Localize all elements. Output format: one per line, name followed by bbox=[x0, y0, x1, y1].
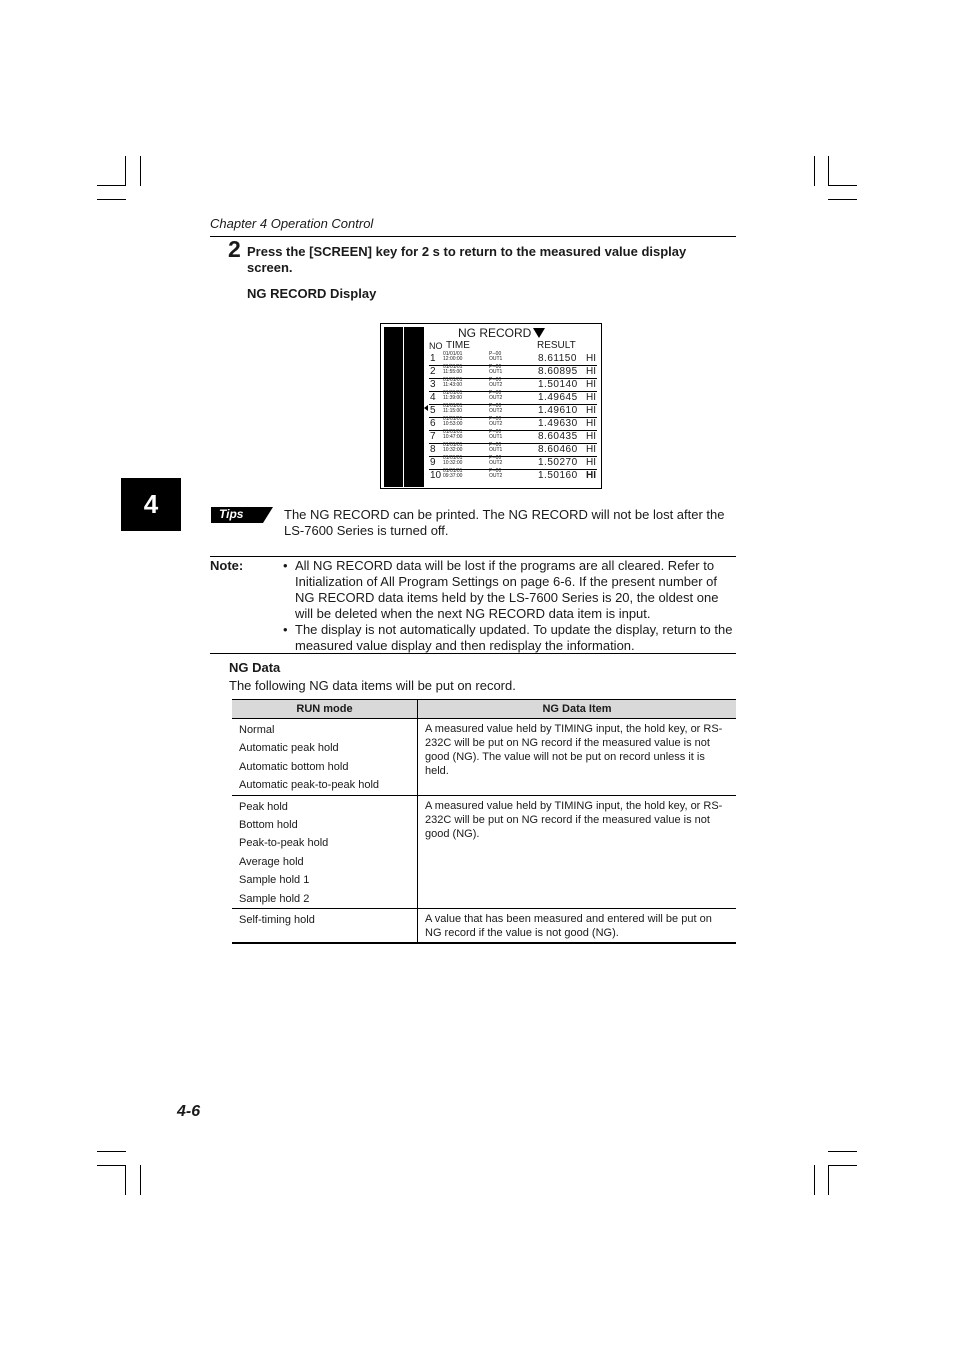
run-mode-cell bbox=[232, 719, 418, 796]
chapter-tab: 4 bbox=[121, 478, 181, 531]
table-header-row bbox=[232, 700, 736, 719]
record-program: P--00 bbox=[489, 416, 502, 422]
record-program: P--00 bbox=[489, 377, 502, 383]
crop-mark bbox=[125, 1165, 126, 1195]
run-mode: Automatic peak hold bbox=[239, 742, 339, 755]
step-instruction: Press the [SCREEN] key for 2 s to return to the measured value display screen. bbox=[247, 244, 687, 275]
record-date: 01/01/01 bbox=[443, 390, 463, 396]
record-date: 01/01/01 bbox=[443, 468, 463, 474]
record-time: 10:32:00 bbox=[443, 460, 463, 466]
record-value: 1.50270 bbox=[538, 457, 578, 468]
run-mode: Bottom hold bbox=[239, 818, 298, 831]
run-mode: Sample hold 1 bbox=[239, 874, 310, 887]
record-value: 8.60435 bbox=[538, 431, 578, 442]
crop-mark bbox=[125, 156, 126, 186]
tips-badge bbox=[211, 507, 273, 523]
record-no: 5 bbox=[430, 405, 436, 416]
record-flag: HI bbox=[586, 379, 596, 390]
record-program-output bbox=[489, 378, 502, 388]
crop-mark bbox=[828, 1165, 829, 1195]
record-time: 10:53:00 bbox=[443, 421, 463, 427]
record-flag: HI bbox=[586, 366, 596, 377]
record-no: 2 bbox=[430, 366, 436, 377]
record-output: OUT2 bbox=[489, 460, 503, 466]
record-output: OUT2 bbox=[489, 395, 503, 401]
record-program: P--00 bbox=[489, 364, 502, 370]
cursor-arrow-icon bbox=[424, 405, 428, 411]
record-time: 12:00:00 bbox=[443, 356, 463, 362]
record-output: OUT1 bbox=[489, 434, 503, 440]
record-date: 01/01/01 bbox=[443, 351, 463, 357]
record-datetime bbox=[443, 352, 462, 362]
screen-side-bar bbox=[384, 327, 424, 487]
crop-mark bbox=[814, 1165, 815, 1195]
screen-title bbox=[458, 326, 545, 340]
crop-mark bbox=[97, 185, 126, 186]
note-rule-top bbox=[210, 556, 736, 557]
record-date: 01/01/01 bbox=[443, 455, 463, 461]
record-no: 3 bbox=[430, 379, 436, 390]
down-arrow-icon bbox=[533, 328, 545, 338]
record-no: 4 bbox=[430, 392, 436, 403]
record-output: OUT1 bbox=[489, 369, 503, 375]
record-datetime bbox=[443, 391, 462, 401]
ng-data-table bbox=[232, 699, 736, 944]
crop-mark bbox=[828, 185, 857, 186]
record-no: 1 bbox=[430, 353, 436, 364]
crop-mark bbox=[828, 199, 857, 200]
crop-mark bbox=[140, 1165, 141, 1195]
col-header-run-mode: RUN mode bbox=[232, 700, 418, 719]
run-mode: Self-timing hold bbox=[239, 913, 315, 926]
record-value: 1.49645 bbox=[538, 392, 578, 403]
record-date: 01/01/01 bbox=[443, 429, 463, 435]
ng-data-item-cell: A measured value held by TIMING input, the hold key, or RS-232C will be put on NG record if the measured value is not good (NG). The value will not be put on record unless it is held. bbox=[418, 719, 737, 796]
record-datetime bbox=[443, 443, 462, 453]
crop-mark bbox=[97, 199, 126, 200]
record-flag: HI bbox=[586, 457, 596, 468]
record-value: 1.49610 bbox=[538, 405, 578, 416]
record-program: P--00 bbox=[489, 390, 502, 396]
crop-mark bbox=[140, 156, 141, 186]
col-result-header: RESULT bbox=[537, 340, 576, 351]
record-date: 01/01/01 bbox=[443, 442, 463, 448]
record-output: OUT2 bbox=[489, 421, 503, 427]
run-mode-cell bbox=[232, 908, 418, 943]
record-date: 01/01/01 bbox=[443, 364, 463, 370]
step-number: 2 bbox=[228, 236, 241, 262]
note-item: • The display is not automatically updated. To update the display, return to the measured value display and then redisplay the information. bbox=[283, 622, 735, 654]
tips-text: The NG RECORD can be printed. The NG RECORD will not be lost after the LS-7600 Series is turned off. bbox=[284, 507, 725, 538]
record-output: OUT2 bbox=[489, 382, 503, 388]
ng-data-title: NG Data bbox=[229, 660, 281, 675]
record-time: 11:43:00 bbox=[443, 382, 463, 388]
record-program: P--00 bbox=[489, 429, 502, 435]
record-output: OUT1 bbox=[489, 447, 503, 453]
record-program-output bbox=[489, 430, 502, 440]
note-label: Note: bbox=[210, 558, 244, 573]
record-program-output bbox=[489, 443, 502, 453]
note-rule-bottom bbox=[210, 653, 736, 654]
record-date: 01/01/01 bbox=[443, 416, 463, 422]
page-number: 4-6 bbox=[177, 1103, 201, 1120]
record-time: 10:32:00 bbox=[443, 447, 463, 453]
record-no: 8 bbox=[430, 444, 436, 455]
screen-title-text: NG RECORD bbox=[458, 326, 532, 340]
record-time: 09:37:00 bbox=[443, 473, 463, 479]
note-list bbox=[283, 558, 735, 654]
record-program: P--00 bbox=[489, 403, 502, 409]
record-program: P--00 bbox=[489, 455, 502, 461]
crop-mark bbox=[828, 156, 829, 186]
record-datetime bbox=[443, 404, 462, 414]
screen-divider bbox=[403, 327, 404, 487]
screen-record-row bbox=[429, 469, 597, 482]
col-time-header: TIME bbox=[446, 340, 470, 351]
ng-data-item-cell: A measured value held by TIMING input, the hold key, or RS-232C will be put on NG record if the measured value is not good (NG). bbox=[418, 795, 737, 908]
run-mode: Automatic peak-to-peak hold bbox=[239, 779, 380, 792]
run-mode-cell bbox=[232, 795, 418, 908]
record-no: 7 bbox=[430, 431, 436, 442]
record-value: 8.60460 bbox=[538, 444, 578, 455]
run-mode: Automatic bottom hold bbox=[239, 760, 349, 773]
record-flag: HI bbox=[586, 470, 596, 481]
record-program-output bbox=[489, 417, 502, 427]
crop-mark bbox=[828, 1165, 857, 1166]
run-mode: Sample hold 2 bbox=[239, 892, 310, 905]
run-mode: Normal bbox=[239, 724, 275, 736]
record-program-output bbox=[489, 365, 502, 375]
record-program: P--00 bbox=[489, 351, 502, 357]
record-datetime bbox=[443, 430, 462, 440]
record-value: 8.60895 bbox=[538, 366, 578, 377]
record-value: 1.50160 bbox=[538, 470, 578, 481]
table-row bbox=[232, 908, 736, 943]
record-value: 1.49630 bbox=[538, 418, 578, 429]
record-date: 01/01/01 bbox=[443, 377, 463, 383]
record-datetime bbox=[443, 456, 462, 466]
table-row bbox=[232, 719, 736, 796]
record-program-output bbox=[489, 352, 502, 362]
table-row bbox=[232, 795, 736, 908]
record-output: OUT2 bbox=[489, 408, 503, 414]
record-flag: HI bbox=[586, 431, 596, 442]
record-no: 6 bbox=[430, 418, 436, 429]
section-title: NG RECORD Display bbox=[247, 286, 377, 301]
record-program-output bbox=[489, 456, 502, 466]
crop-mark bbox=[97, 1151, 126, 1152]
record-program: P--00 bbox=[489, 468, 502, 474]
run-mode: Peak-to-peak hold bbox=[239, 837, 329, 850]
record-flag: HI bbox=[586, 405, 596, 416]
run-mode: Average hold bbox=[239, 855, 304, 868]
record-output: OUT1 bbox=[489, 356, 503, 362]
record-program-output bbox=[489, 391, 502, 401]
col-no-header: NO bbox=[429, 341, 443, 351]
note-item: • All NG RECORD data will be lost if the programs are all cleared. Refer to Initialization of All Program Settings on page 6-6. If the present number of NG RECORD data items held by the LS-7600 Series is 20, the oldest one will be deleted when the next NG RECORD data item is input. bbox=[283, 558, 735, 622]
record-flag: HI bbox=[586, 353, 596, 364]
record-no: 9 bbox=[430, 457, 436, 468]
tips-label: Tips bbox=[219, 507, 244, 521]
crop-mark bbox=[97, 1165, 126, 1166]
crop-mark bbox=[814, 156, 815, 186]
chapter-header: Chapter 4 Operation Control bbox=[210, 216, 374, 231]
record-datetime bbox=[443, 469, 462, 479]
record-time: 11:55:00 bbox=[443, 369, 463, 375]
ng-data-item-cell: A value that has been measured and entered will be put on NG record if the value is not good (NG). bbox=[418, 908, 737, 943]
record-datetime bbox=[443, 365, 462, 375]
record-output: OUT2 bbox=[489, 473, 503, 479]
record-flag: HI bbox=[586, 392, 596, 403]
record-time: 11:39:00 bbox=[443, 395, 463, 401]
record-flag: HI bbox=[586, 418, 596, 429]
col-header-ng-data-item: NG Data Item bbox=[418, 700, 737, 719]
record-program-output bbox=[489, 404, 502, 414]
record-datetime bbox=[443, 378, 462, 388]
header-rule bbox=[210, 236, 736, 237]
record-program-output bbox=[489, 469, 502, 479]
record-no: 10 bbox=[430, 470, 442, 481]
record-time: 10:47:00 bbox=[443, 434, 463, 440]
record-program: P--00 bbox=[489, 442, 502, 448]
record-datetime bbox=[443, 417, 462, 427]
record-value: 8.61150 bbox=[538, 353, 577, 364]
record-value: 1.50140 bbox=[538, 379, 578, 390]
run-mode: Peak hold bbox=[239, 800, 288, 813]
record-date: 01/01/01 bbox=[443, 403, 463, 409]
record-time: 11:15:00 bbox=[443, 408, 463, 414]
crop-mark bbox=[828, 1151, 857, 1152]
record-flag: HI bbox=[586, 444, 596, 455]
ng-data-intro: The following NG data items will be put on record. bbox=[229, 678, 516, 693]
